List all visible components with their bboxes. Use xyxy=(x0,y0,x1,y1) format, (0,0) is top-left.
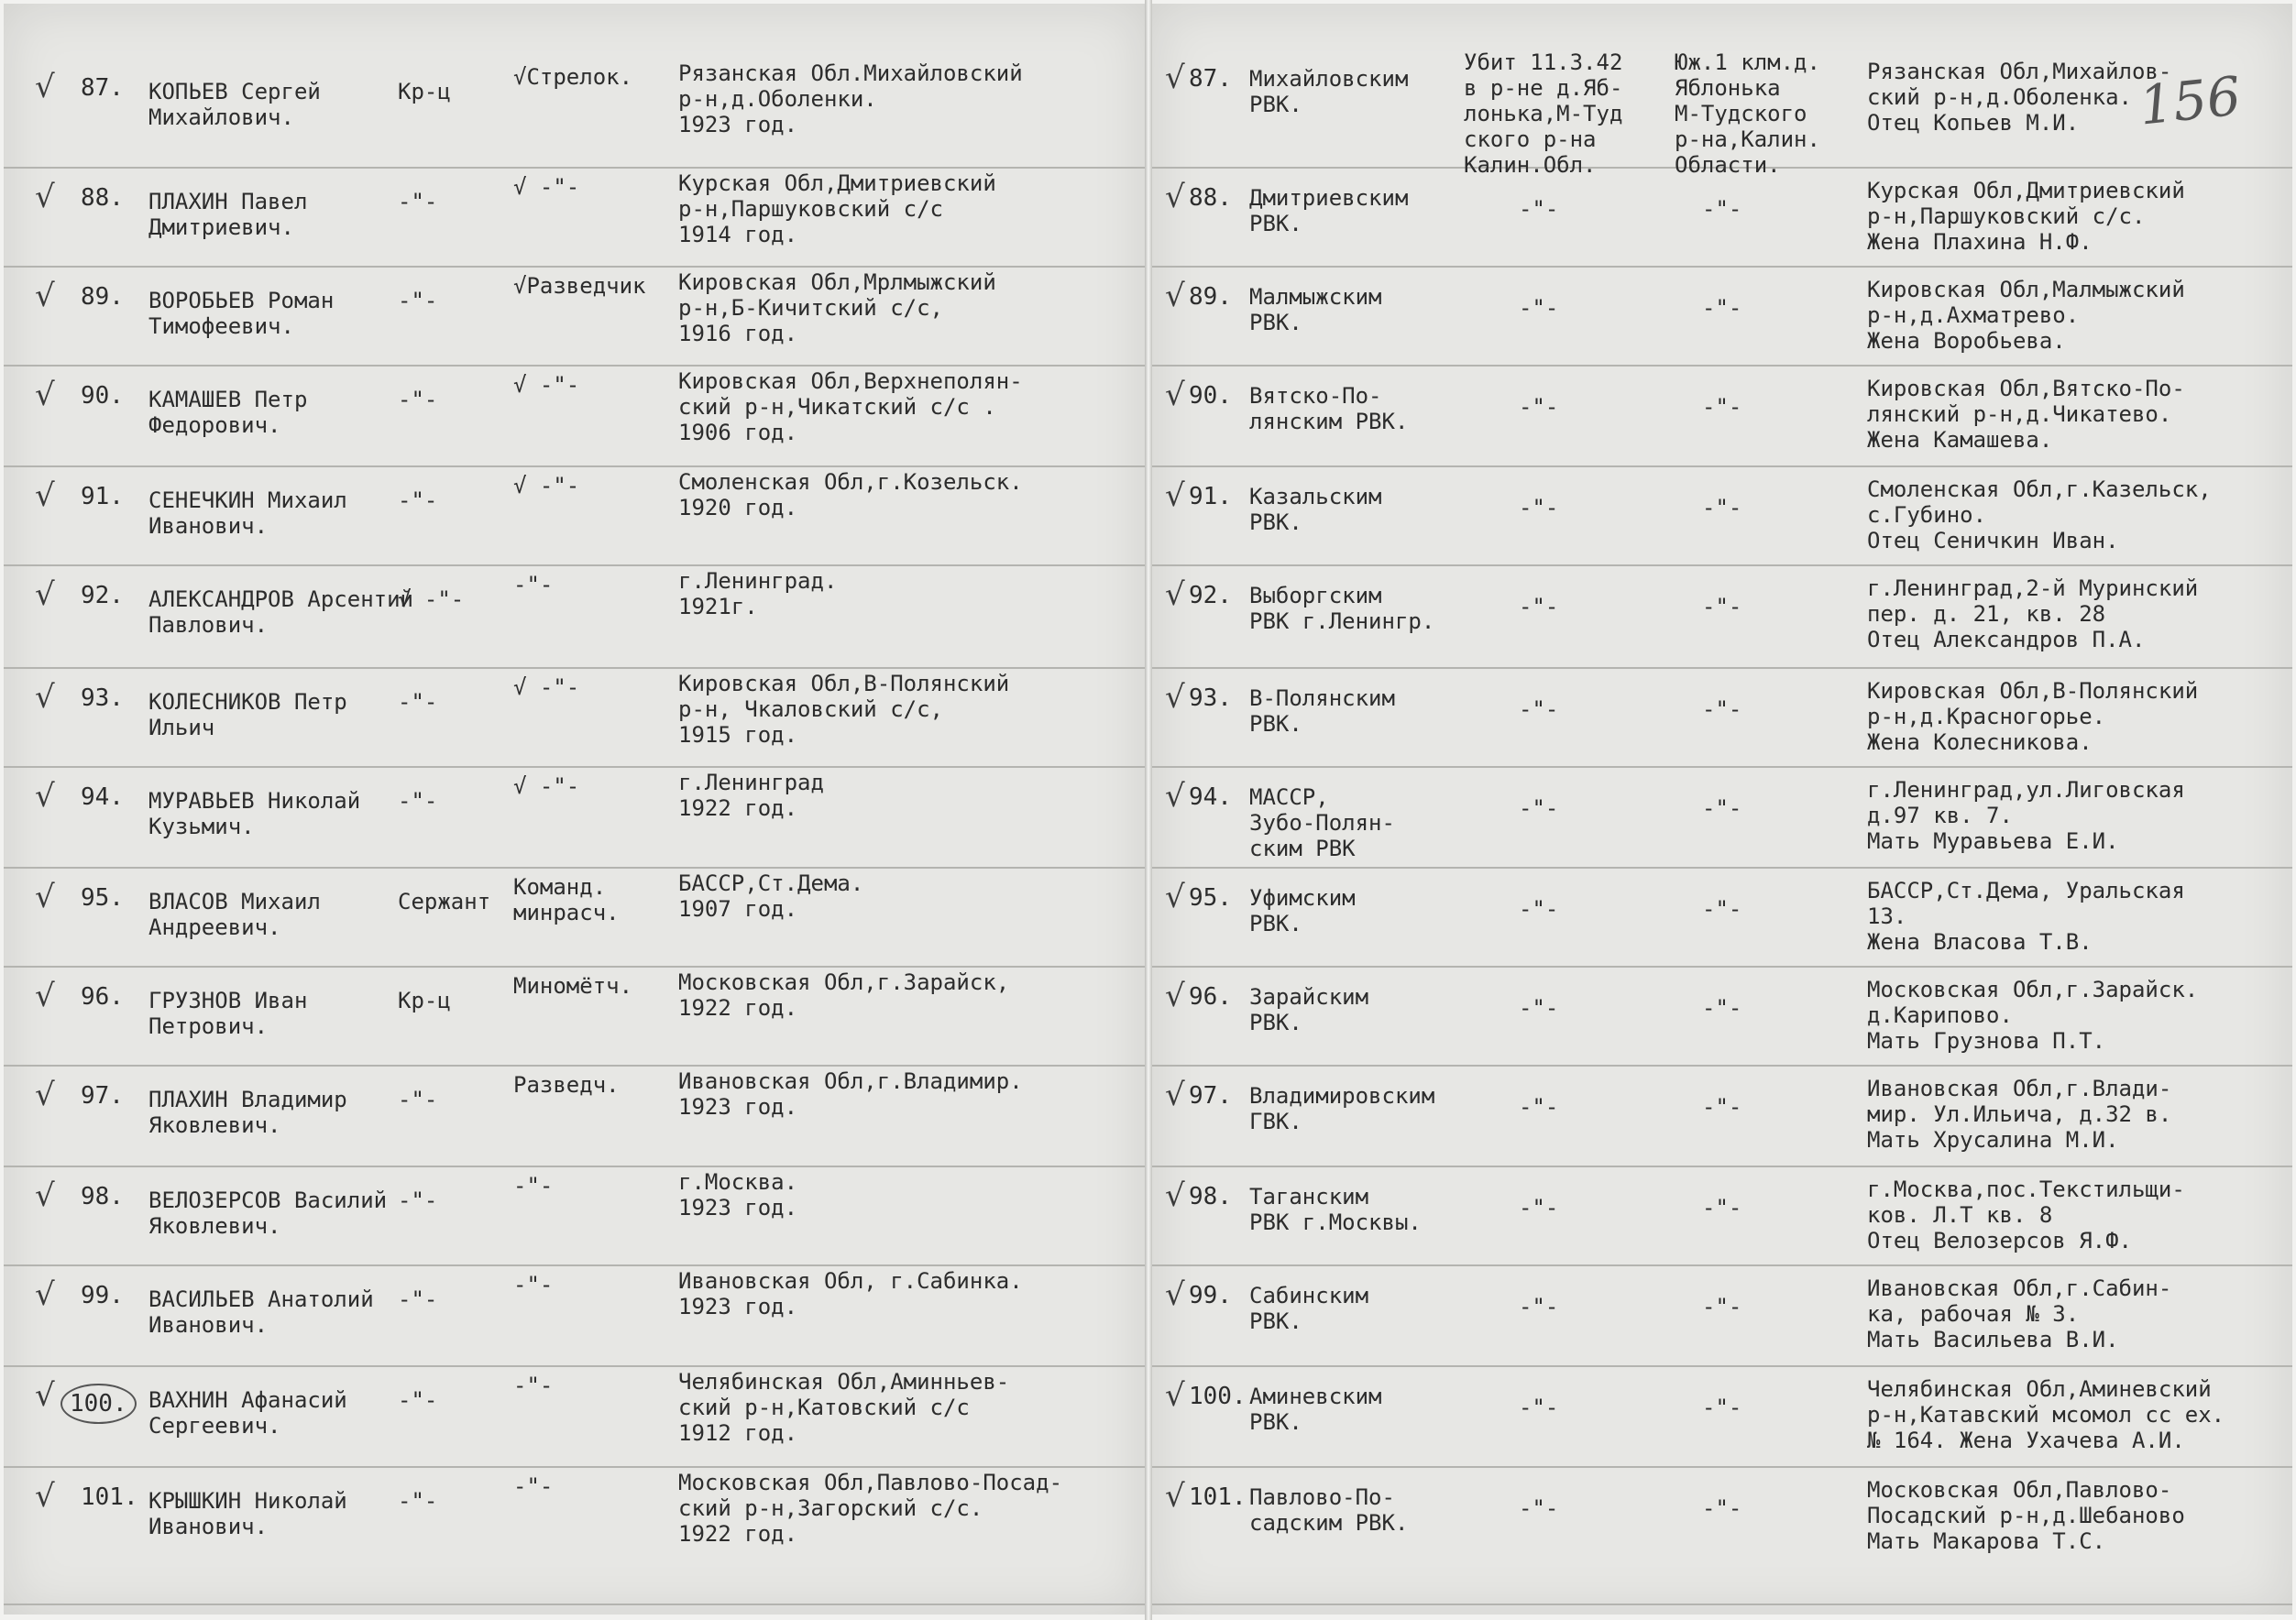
soldier-name: ВЕЛОЗЕРСОВ Василий Яковлевич. xyxy=(148,1188,388,1239)
left-table-row xyxy=(4,367,1145,467)
soldier-name: ВОРОБЬЕВ Роман Тимофеевич. xyxy=(148,288,335,339)
entry-number: 99. xyxy=(1189,1282,1232,1309)
right-table-row xyxy=(1152,268,2292,367)
entry-number: 96. xyxy=(1189,983,1232,1011)
left-page xyxy=(4,4,1145,1615)
entry-number: 98. xyxy=(81,1183,124,1210)
left-table-row xyxy=(4,169,1145,268)
military-rank: -"- xyxy=(398,1188,438,1213)
entry-number: 94. xyxy=(1189,783,1232,811)
family-address: Кировская Обл,В-Полянский р-н,д.Красногорье. Жена Колесникова. xyxy=(1867,678,2199,755)
family-address: БАССР,Ст.Дема, Уральская 13. Жена Власова Т.В. xyxy=(1867,878,2185,955)
entry-number: 98. xyxy=(1189,1183,1232,1210)
entry-number: 99. xyxy=(81,1282,124,1309)
burial-place: -"- xyxy=(1702,196,1742,222)
entry-number: 97. xyxy=(81,1082,124,1110)
right-table-row xyxy=(1152,49,2292,178)
entry-number: 96. xyxy=(81,983,124,1011)
burial-place: -"- xyxy=(1702,896,1742,922)
checkmark: √ xyxy=(35,69,55,105)
burial-place: -"- xyxy=(1702,594,1742,619)
death-date: -"- xyxy=(1519,1395,1559,1420)
burial-place: Юж.1 клм.д. Яблонька М-Тудского р-на,Калин. Области. xyxy=(1675,49,1820,178)
death-date: -"- xyxy=(1519,394,1559,420)
right-table-row xyxy=(1152,467,2292,566)
soldier-name: СЕНЕЧКИН Михаил Иванович. xyxy=(148,487,347,539)
left-table-row xyxy=(4,968,1145,1067)
military-rank: -"- xyxy=(398,387,438,412)
family-address: г.Москва,пос.Текстильщи- ков. Л.Т кв. 8 Отец Велозерсов Я.Ф. xyxy=(1867,1177,2185,1253)
entry-number: 87. xyxy=(81,74,124,102)
military-rank: -"- xyxy=(398,189,438,214)
soldier-name: ГРУЗНОВ Иван Петрович. xyxy=(148,988,308,1039)
draft-office: В-Полянским РВК. xyxy=(1249,685,1395,737)
left-table-row xyxy=(4,1468,1145,1605)
position: Команд. минрасч. xyxy=(513,874,620,925)
family-address: Московская Обл,г.Зарайск. д.Карипово. Мать Грузнова П.Т. xyxy=(1867,977,2199,1054)
birthplace-year: Московская Обл,г.Зарайск, 1922 год. xyxy=(678,969,1010,1021)
left-table-row xyxy=(4,1266,1145,1367)
checkmark: √ xyxy=(35,377,55,413)
birthplace-year: Кировская Обл,Верхнеполян- ский р-н,Чикатский с/с . 1906 год. xyxy=(678,368,1023,445)
draft-office: Дмитриевским РВК. xyxy=(1249,185,1409,236)
soldier-name: КРЫШКИН Николай Иванович. xyxy=(148,1488,347,1539)
birthplace-year: г.Ленинград 1922 год. xyxy=(678,770,824,821)
military-rank: -"- xyxy=(398,1087,438,1112)
left-table-row xyxy=(4,768,1145,869)
checkmark: √ xyxy=(1165,60,1185,96)
birthplace-year: г.Ленинград. 1921г. xyxy=(678,568,838,619)
right-table-row xyxy=(1152,1067,2292,1167)
right-table-row xyxy=(1152,968,2292,1067)
checkmark: √ xyxy=(1165,978,1185,1014)
birthplace-year: Челябинская Обл,Аминньев- ский р-н,Катовский с/с 1912 год. xyxy=(678,1369,1010,1446)
military-rank: Кр-ц xyxy=(398,79,451,104)
draft-office: Сабинским РВК. xyxy=(1249,1283,1369,1334)
military-rank: -"- xyxy=(398,1488,438,1514)
left-table-row xyxy=(4,1367,1145,1468)
position: √ -"- xyxy=(513,773,580,799)
birthplace-year: Ивановская Обл, г.Сабинка. 1923 год. xyxy=(678,1268,1023,1319)
birthplace-year: Смоленская Обл,г.Козельск. 1920 год. xyxy=(678,469,1023,520)
position: -"- xyxy=(513,1173,554,1199)
family-address: г.Ленинград,2-й Муринский пер. д. 21, кв. 28 Отец Александров П.А. xyxy=(1867,575,2199,652)
entry-number: 101. xyxy=(1189,1483,1247,1511)
page-fold xyxy=(1145,0,1152,1620)
birthplace-year: БАССР,Ст.Дема. 1907 год. xyxy=(678,870,864,922)
family-address: Рязанская Обл,Михайлов- ский р-н,д.Оболенка. Отец Копьев М.И. xyxy=(1867,59,2172,136)
checkmark: √ xyxy=(35,576,55,613)
checkmark: √ xyxy=(1165,679,1185,716)
position: √Стрелок. xyxy=(513,64,633,90)
family-address: Кировская Обл,Малмыжский р-н,д.Ахматрево. Жена Воробьева. xyxy=(1867,277,2185,354)
checkmark: √ xyxy=(1165,1177,1185,1214)
checkmark: √ xyxy=(1165,1478,1185,1515)
birthplace-year: Кировская Обл,Мрлмыжский р-н,Б-Кичитский с/с, 1916 год. xyxy=(678,269,996,346)
entry-number: 95. xyxy=(1189,884,1232,912)
draft-office: Владимировским ГВК. xyxy=(1249,1083,1435,1134)
draft-office: Таганским РВК г.Москвы. xyxy=(1249,1184,1422,1235)
position: √ -"- xyxy=(513,473,580,498)
family-address: Смоленская Обл,г.Казельск, с.Губино. Отец Сеничкин Иван. xyxy=(1867,476,2212,553)
entry-number: 101. xyxy=(81,1483,138,1511)
entry-number: 91. xyxy=(1189,483,1232,510)
right-table-row xyxy=(1152,869,2292,968)
checkmark: √ xyxy=(35,679,55,716)
checkmark: √ xyxy=(1165,377,1185,413)
entry-number: 93. xyxy=(81,684,124,712)
right-table-row xyxy=(1152,1468,2292,1605)
birthplace-year: Московская Обл,Павлово-Посад- ский р-н,Загорский с/с. 1922 год. xyxy=(678,1470,1063,1547)
left-table-row xyxy=(4,1167,1145,1266)
burial-place: -"- xyxy=(1702,1395,1742,1420)
checkmark: √ xyxy=(1165,778,1185,815)
draft-office: МАССР, Зубо-Полян- ским РВК xyxy=(1249,784,1395,861)
entry-number: 93. xyxy=(1189,684,1232,712)
checkmark: √ xyxy=(35,477,55,514)
burial-place: -"- xyxy=(1702,995,1742,1021)
checkmark: √ xyxy=(1165,879,1185,915)
draft-office: Аминевским РВК. xyxy=(1249,1384,1382,1435)
soldier-name: АЛЕКСАНДРОВ Арсентий Павлович. xyxy=(148,586,413,638)
checkmark: √ xyxy=(1165,1377,1185,1414)
right-table-row xyxy=(1152,1367,2292,1468)
death-date: -"- xyxy=(1519,696,1559,722)
draft-office: Зарайским РВК. xyxy=(1249,984,1369,1035)
position: -"- xyxy=(513,572,554,597)
death-date: -"- xyxy=(1519,495,1559,520)
entry-number: 100. xyxy=(1189,1383,1247,1410)
military-rank: Кр-ц xyxy=(398,988,451,1013)
family-address: Московская Обл,Павлово- Посадский р-н,д.Шебаново Мать Макарова Т.С. xyxy=(1867,1477,2185,1554)
birthplace-year: г.Москва. 1923 год. xyxy=(678,1169,798,1220)
right-table-row xyxy=(1152,566,2292,669)
left-table-row xyxy=(4,1067,1145,1167)
right-table-row xyxy=(1152,169,2292,268)
draft-office: Казальским РВК. xyxy=(1249,484,1382,535)
birthplace-year: Рязанская Обл.Михайловский р-н,д.Оболенки. 1923 год. xyxy=(678,60,1023,137)
soldier-name: КАМАШЕВ Петр Федорович. xyxy=(148,387,308,438)
military-rank: √ -"- xyxy=(398,586,465,612)
position: √Разведчик xyxy=(513,273,646,299)
family-address: Курская Обл,Дмитриевский р-н,Паршуковский с/с. Жена Плахина Н.Ф. xyxy=(1867,178,2185,255)
death-date: -"- xyxy=(1519,594,1559,619)
right-table-row xyxy=(1152,669,2292,768)
checkmark: √ xyxy=(35,179,55,215)
left-table-row xyxy=(4,669,1145,768)
family-address: г.Ленинград,ул.Лиговская д.97 кв. 7. Мать Муравьева Е.И. xyxy=(1867,777,2185,854)
entry-number: 97. xyxy=(1189,1082,1232,1110)
family-address: Ивановская Обл,г.Влади- мир. Ул.Ильича, д.32 в. Мать Хрусалина М.И. xyxy=(1867,1076,2172,1153)
death-date: -"- xyxy=(1519,196,1559,222)
checkmark: √ xyxy=(35,879,55,915)
death-date: -"- xyxy=(1519,295,1559,321)
checkmark: √ xyxy=(35,978,55,1014)
checkmark: √ xyxy=(35,278,55,314)
right-table-row xyxy=(1152,768,2292,869)
draft-office: Уфимским РВК. xyxy=(1249,885,1356,936)
soldier-name: КОПЬЕВ Сергей Михайлович. xyxy=(148,79,321,130)
family-address: Челябинская Обл,Аминевский р-н,Катавский мсомол сс ех. № 164. Жена Ухачева А.И. xyxy=(1867,1376,2225,1453)
burial-place: -"- xyxy=(1702,696,1742,722)
birthplace-year: Ивановская Обл,г.Владимир. 1923 год. xyxy=(678,1068,1023,1120)
burial-place: -"- xyxy=(1702,394,1742,420)
right-table-row xyxy=(1152,1167,2292,1266)
position: -"- xyxy=(513,1373,554,1398)
checkmark: √ xyxy=(35,1276,55,1313)
entry-number: 88. xyxy=(81,184,124,212)
entry-number: 89. xyxy=(81,283,124,311)
burial-place: -"- xyxy=(1702,1195,1742,1220)
death-date: -"- xyxy=(1519,1294,1559,1319)
military-rank: Сержант xyxy=(398,889,491,914)
entry-number: 90. xyxy=(1189,382,1232,410)
military-rank: -"- xyxy=(398,1387,438,1413)
military-rank: -"- xyxy=(398,487,438,513)
draft-office: Михайловским РВК. xyxy=(1249,66,1409,117)
military-rank: -"- xyxy=(398,288,438,313)
soldier-name: КОЛЕСНИКОВ Петр Ильич xyxy=(148,689,347,740)
checkmark: √ xyxy=(35,1177,55,1214)
entry-number: 88. xyxy=(1189,184,1232,212)
position: -"- xyxy=(513,1473,554,1499)
family-address: Ивановская Обл,г.Сабин- ка, рабочая № 3. Мать Васильева В.И. xyxy=(1867,1275,2172,1352)
checkmark: √ xyxy=(1165,1276,1185,1313)
draft-office: Павлово-По- садским РВК. xyxy=(1249,1484,1409,1536)
position: √ -"- xyxy=(513,174,580,200)
entry-number: 92. xyxy=(81,582,124,609)
burial-place: -"- xyxy=(1702,1495,1742,1521)
entry-number: 87. xyxy=(1189,65,1232,93)
draft-office: Малмыжским РВК. xyxy=(1249,284,1382,335)
military-rank: -"- xyxy=(398,689,438,715)
burial-place: -"- xyxy=(1702,295,1742,321)
entry-number: 90. xyxy=(81,382,124,410)
position: √ -"- xyxy=(513,674,580,700)
military-rank: -"- xyxy=(398,788,438,814)
death-date: -"- xyxy=(1519,1195,1559,1220)
death-date: -"- xyxy=(1519,1495,1559,1521)
checkmark: √ xyxy=(1165,278,1185,314)
death-date: -"- xyxy=(1519,1094,1559,1120)
left-table-row xyxy=(4,59,1145,169)
left-table-row xyxy=(4,566,1145,669)
checkmark: √ xyxy=(1165,576,1185,613)
birthplace-year: Курская Обл,Дмитриевский р-н,Паршуковский с/с 1914 год. xyxy=(678,170,996,247)
checkmark: √ xyxy=(1165,179,1185,215)
left-table-row xyxy=(4,467,1145,566)
entry-number: 89. xyxy=(1189,283,1232,311)
entry-number: 92. xyxy=(1189,582,1232,609)
burial-place: -"- xyxy=(1702,1094,1742,1120)
soldier-name: ВЛАСОВ Михаил Андреевич. xyxy=(148,889,321,940)
page-number: 156 xyxy=(2136,64,2244,137)
military-rank: -"- xyxy=(398,1286,438,1312)
burial-place: -"- xyxy=(1702,795,1742,821)
right-page xyxy=(1152,4,2292,1615)
right-table-row xyxy=(1152,1266,2292,1367)
soldier-name: ВАСИЛЬЕВ Анатолий Иванович. xyxy=(148,1286,374,1338)
checkmark: √ xyxy=(35,1478,55,1515)
checkmark: √ xyxy=(1165,1077,1185,1113)
death-date: -"- xyxy=(1519,795,1559,821)
position: Миномётч. xyxy=(513,973,633,999)
soldier-name: ПЛАХИН Павел Дмитриевич. xyxy=(148,189,308,240)
burial-place: -"- xyxy=(1702,495,1742,520)
checkmark: √ xyxy=(35,1077,55,1113)
draft-office: Вятско-По- лянским РВК. xyxy=(1249,383,1409,434)
checkmark: √ xyxy=(1165,477,1185,514)
checkmark: √ xyxy=(35,1377,55,1414)
family-address: Кировская Обл,Вятско-По- лянский р-н,д.Чикатево. Жена Камашева. xyxy=(1867,376,2185,453)
position: √ -"- xyxy=(513,372,580,398)
birthplace-year: Кировская Обл,В-Полянский р-н, Чкаловский с/с, 1915 год. xyxy=(678,671,1010,748)
entry-number: 100. xyxy=(60,1384,137,1424)
death-date: Убит 11.3.42 в р-не д.Яб- лонька,М-Туд ского р-на Калин.Обл. xyxy=(1464,49,1623,178)
entry-number: 91. xyxy=(81,483,124,510)
soldier-name: МУРАВЬЕВ Николай Кузьмич. xyxy=(148,788,361,839)
draft-office: Выборгским РВК г.Ленингр. xyxy=(1249,583,1435,634)
entry-number: 94. xyxy=(81,783,124,811)
entry-number: 95. xyxy=(81,884,124,912)
position: Разведч. xyxy=(513,1072,620,1098)
soldier-name: ПЛАХИН Владимир Яковлевич. xyxy=(148,1087,347,1138)
right-table-row xyxy=(1152,367,2292,467)
burial-place: -"- xyxy=(1702,1294,1742,1319)
position: -"- xyxy=(513,1272,554,1297)
checkmark: √ xyxy=(35,778,55,815)
death-date: -"- xyxy=(1519,896,1559,922)
soldier-name: ВАХНИН Афанасий Сергеевич. xyxy=(148,1387,347,1439)
death-date: -"- xyxy=(1519,995,1559,1021)
left-table-row xyxy=(4,869,1145,968)
left-table-row xyxy=(4,268,1145,367)
